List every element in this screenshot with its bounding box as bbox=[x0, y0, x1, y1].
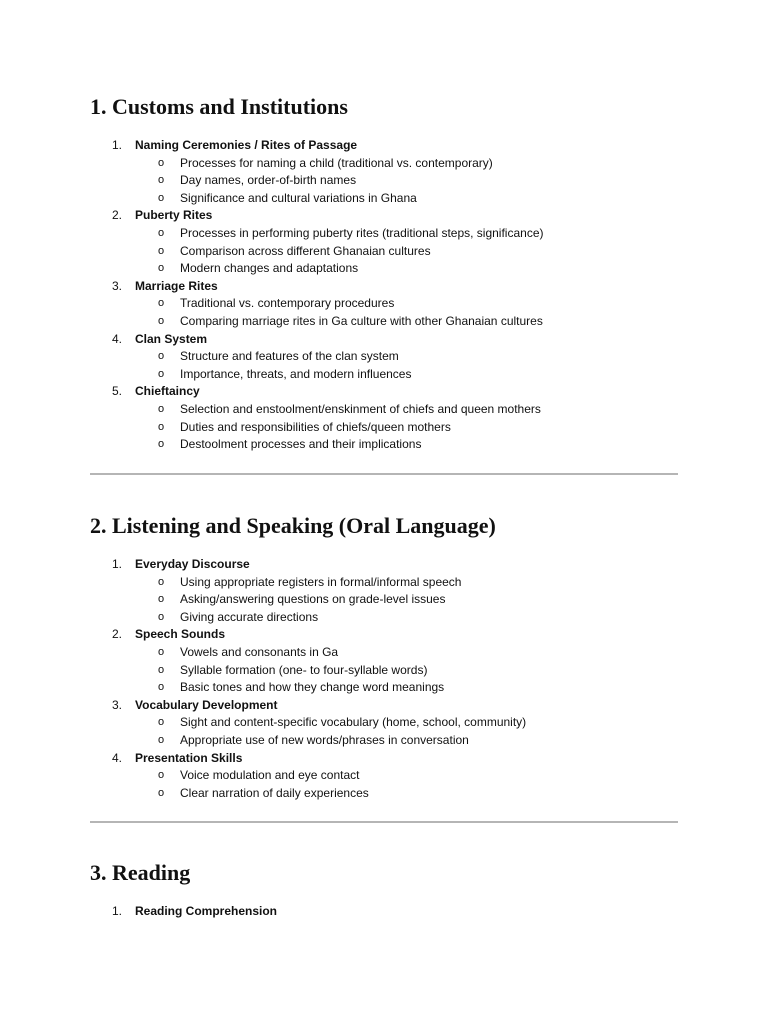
subtopic-item bbox=[90, 679, 678, 697]
subtopic-item bbox=[90, 348, 678, 366]
bullet-icon: o bbox=[158, 663, 165, 676]
topic-list bbox=[90, 556, 678, 802]
bullet-icon: o bbox=[158, 420, 165, 433]
subtopic-text: Syllable formation (one- to four-syllable words) bbox=[180, 662, 428, 677]
topic-number: 4. bbox=[112, 331, 123, 346]
bullet-icon: o bbox=[158, 716, 165, 729]
subtopic-item bbox=[90, 172, 678, 190]
topic-item bbox=[90, 697, 678, 750]
subtopic-text: Modern changes and adaptations bbox=[180, 261, 359, 276]
section-divider bbox=[90, 821, 678, 823]
subtopic-item bbox=[90, 609, 678, 627]
topic-list bbox=[90, 903, 678, 921]
subtopic-item bbox=[90, 574, 678, 592]
subtopic-list bbox=[90, 767, 678, 802]
subtopic-item bbox=[90, 662, 678, 680]
topic-number: 1. bbox=[112, 138, 123, 152]
bullet-icon: o bbox=[158, 174, 165, 187]
subtopic-text: Duties and responsibilities of chiefs/queen mothers bbox=[180, 419, 451, 434]
subtopic-text: Day names, order-of-birth names bbox=[180, 173, 357, 188]
subtopic-text: Sight and content-specific vocabulary (home, school, community) bbox=[180, 715, 527, 730]
topic-item bbox=[90, 278, 678, 331]
subtopic-item bbox=[90, 313, 678, 331]
section-heading: 3. Reading bbox=[90, 860, 191, 885]
subtopic-text: Destoolment processes and their implications bbox=[180, 437, 422, 452]
subtopic-text: Importance, threats, and modern influences bbox=[180, 366, 412, 381]
subtopic-item bbox=[90, 785, 678, 803]
subtopic-item bbox=[90, 644, 678, 662]
bullet-icon: o bbox=[158, 226, 165, 239]
subtopic-item bbox=[90, 190, 678, 208]
subtopic-text: Appropriate use of new words/phrases in conversation bbox=[180, 732, 469, 747]
topic-item bbox=[90, 556, 678, 626]
bullet-icon: o bbox=[158, 297, 165, 310]
subtopic-item bbox=[90, 714, 678, 732]
subtopic-item bbox=[90, 295, 678, 313]
subtopic-text: Selection and enstoolment/enskinment of chiefs and queen mothers bbox=[180, 401, 541, 416]
subtopic-text: Clear narration of daily experiences bbox=[180, 785, 369, 800]
bullet-icon: o bbox=[158, 367, 165, 380]
topic-number: 5. bbox=[112, 384, 123, 399]
topic-label: Clan System bbox=[135, 331, 208, 346]
subtopic-item bbox=[90, 243, 678, 261]
topic-list bbox=[90, 137, 678, 454]
section-customs-and-institutions bbox=[90, 94, 678, 454]
subtopic-text: Processes for naming a child (traditional vs. contemporary) bbox=[180, 155, 493, 170]
bullet-icon: o bbox=[158, 733, 165, 746]
bullet-icon: o bbox=[158, 681, 165, 694]
subtopic-text: Vowels and consonants in Ga bbox=[180, 644, 339, 659]
topic-number: 3. bbox=[112, 697, 123, 712]
subtopic-list bbox=[90, 295, 678, 330]
section-heading: 2. Listening and Speaking (Oral Language) bbox=[90, 513, 496, 538]
bullet-icon: o bbox=[158, 156, 165, 169]
topic-label: Chieftaincy bbox=[135, 384, 200, 399]
topic-label: Puberty Rites bbox=[135, 208, 213, 223]
section-heading: 1. Customs and Institutions bbox=[90, 94, 348, 119]
bullet-icon: o bbox=[158, 262, 165, 275]
topic-item bbox=[90, 626, 678, 696]
topic-label: Speech Sounds bbox=[135, 627, 226, 642]
subtopic-text: Voice modulation and eye contact bbox=[180, 768, 360, 783]
bullet-icon: o bbox=[158, 350, 165, 363]
subtopic-list bbox=[90, 714, 678, 749]
topic-label: Everyday Discourse bbox=[135, 557, 250, 571]
subtopic-item bbox=[90, 767, 678, 785]
topic-number: 1. bbox=[112, 904, 123, 918]
subtopic-list bbox=[90, 644, 678, 697]
bullet-icon: o bbox=[158, 438, 165, 451]
topic-item bbox=[90, 383, 678, 453]
subtopic-list bbox=[90, 401, 678, 454]
subtopic-list bbox=[90, 574, 678, 627]
subtopic-text: Using appropriate registers in formal/informal speech bbox=[180, 574, 462, 589]
subtopic-list bbox=[90, 155, 678, 208]
subtopic-item bbox=[90, 591, 678, 609]
topic-number: 2. bbox=[112, 627, 123, 642]
topic-label: Reading Comprehension bbox=[135, 904, 278, 918]
topic-number: 3. bbox=[112, 278, 123, 293]
subtopic-text: Giving accurate directions bbox=[180, 609, 319, 624]
bullet-icon: o bbox=[158, 575, 165, 588]
subtopic-item bbox=[90, 436, 678, 454]
bullet-icon: o bbox=[158, 191, 165, 204]
bullet-icon: o bbox=[158, 244, 165, 257]
subtopic-item bbox=[90, 155, 678, 173]
topic-item bbox=[90, 207, 678, 277]
bullet-icon: o bbox=[158, 314, 165, 327]
topic-item bbox=[90, 903, 678, 921]
bullet-icon: o bbox=[158, 593, 165, 606]
topic-number: 1. bbox=[112, 557, 123, 571]
topic-item bbox=[90, 331, 678, 384]
subtopic-text: Traditional vs. contemporary procedures bbox=[180, 296, 395, 311]
topic-item bbox=[90, 750, 678, 803]
subtopic-text: Asking/answering questions on grade-level issues bbox=[180, 592, 446, 607]
subtopic-list bbox=[90, 225, 678, 278]
bullet-icon: o bbox=[158, 402, 165, 415]
topic-item bbox=[90, 137, 678, 207]
subtopic-text: Significance and cultural variations in Ghana bbox=[180, 190, 417, 205]
section-listening-and-speaking bbox=[90, 513, 678, 802]
topic-label: Vocabulary Development bbox=[135, 697, 278, 712]
bullet-icon: o bbox=[158, 786, 165, 799]
subtopic-list bbox=[90, 348, 678, 383]
subtopic-text: Basic tones and how they change word meanings bbox=[180, 680, 445, 695]
subtopic-item bbox=[90, 419, 678, 437]
subtopic-item bbox=[90, 732, 678, 750]
subtopic-text: Comparison across different Ghanaian cultures bbox=[180, 243, 431, 258]
bullet-icon: o bbox=[158, 645, 165, 658]
topic-label: Presentation Skills bbox=[135, 750, 243, 765]
topic-label: Naming Ceremonies / Rites of Passage bbox=[135, 138, 358, 152]
subtopic-text: Structure and features of the clan system bbox=[180, 349, 399, 364]
subtopic-text: Processes in performing puberty rites (traditional steps, significance) bbox=[180, 225, 544, 240]
subtopic-item bbox=[90, 225, 678, 243]
topic-number: 2. bbox=[112, 208, 123, 223]
bullet-icon: o bbox=[158, 610, 165, 623]
section-divider bbox=[90, 473, 678, 475]
section-reading bbox=[90, 860, 678, 921]
topic-number: 4. bbox=[112, 750, 123, 765]
subtopic-text: Comparing marriage rites in Ga culture with other Ghanaian cultures bbox=[180, 313, 543, 328]
bullet-icon: o bbox=[158, 769, 165, 782]
topic-label: Marriage Rites bbox=[135, 278, 218, 293]
subtopic-item bbox=[90, 260, 678, 278]
subtopic-item bbox=[90, 366, 678, 384]
subtopic-item bbox=[90, 401, 678, 419]
